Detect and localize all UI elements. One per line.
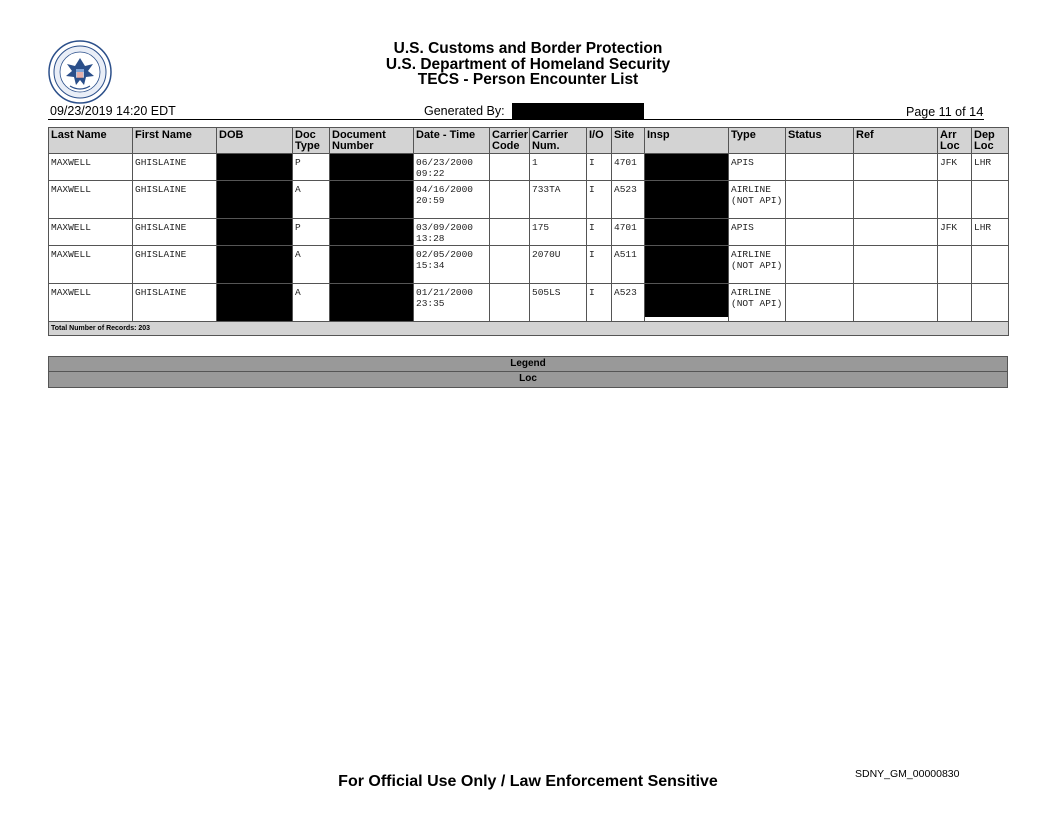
column-header: Insp: [645, 128, 729, 154]
report-datetime: 09/23/2019 14:20 EDT: [50, 104, 176, 118]
status-cell: [786, 284, 854, 322]
type-cell: AIRLINE (NOT API): [729, 246, 786, 284]
first-name-cell: GHISLAINE: [133, 181, 217, 219]
carrier-code-cell: [490, 154, 530, 181]
first-name-cell: GHISLAINE: [133, 219, 217, 246]
io-cell: I: [587, 181, 612, 219]
column-header: I/O: [587, 128, 612, 154]
status-cell: [786, 154, 854, 181]
doc-type-cell: P: [293, 154, 330, 181]
document-number-redaction: [330, 246, 414, 284]
io-cell: I: [587, 154, 612, 181]
ref-cell: [854, 219, 938, 246]
document-number-redaction: [330, 284, 414, 322]
page-indicator: [906, 104, 984, 120]
table-row: [49, 284, 1009, 322]
carrier-num-cell: 1: [530, 154, 587, 181]
column-header: First Name: [133, 128, 217, 154]
arr-loc-cell: [938, 181, 972, 219]
last-name-cell: MAXWELL: [49, 246, 133, 284]
ref-cell: [854, 246, 938, 284]
insp-redaction: [645, 219, 729, 246]
dob-redaction: [217, 246, 293, 284]
dep-loc-cell: LHR: [972, 154, 1009, 181]
arr-loc-cell: JFK: [938, 154, 972, 181]
first-name-cell: GHISLAINE: [133, 284, 217, 322]
carrier-num-cell: 2070U: [530, 246, 587, 284]
column-header: Dep Loc: [972, 128, 1009, 154]
total-records-label: Total Number of Records: 203: [49, 322, 1009, 336]
arr-loc-cell: JFK: [938, 219, 972, 246]
table-row: [49, 246, 1009, 284]
dep-loc-cell: LHR: [972, 219, 1009, 246]
insp-redaction: [645, 284, 729, 322]
date-time-cell: 04/16/2000 20:59: [414, 181, 490, 219]
legend-item-loc: Loc: [49, 372, 1007, 387]
insp-redaction: [645, 154, 729, 181]
date-time-cell: 03/09/2000 13:28: [414, 219, 490, 246]
last-name-cell: MAXWELL: [49, 284, 133, 322]
insp-redaction: [645, 246, 729, 284]
column-header: Document Number: [330, 128, 414, 154]
io-cell: I: [587, 284, 612, 322]
arr-loc-cell: [938, 284, 972, 322]
arr-loc-cell: [938, 246, 972, 284]
column-header: Ref: [854, 128, 938, 154]
dob-redaction: [217, 219, 293, 246]
carrier-code-cell: [490, 246, 530, 284]
department-title: U.S. Department of Homeland Security: [385, 55, 671, 73]
type-cell: AIRLINE (NOT API): [729, 284, 786, 322]
carrier-code-cell: [490, 181, 530, 219]
site-cell: A523: [612, 181, 645, 219]
encounter-table: [48, 127, 1009, 336]
ref-cell: [854, 154, 938, 181]
carrier-code-cell: [490, 284, 530, 322]
table-row: [49, 181, 1009, 219]
report-title: TECS - Person Encounter List: [417, 71, 639, 88]
date-time-cell: 06/23/2000 09:22: [414, 154, 490, 181]
total-records-row: [49, 322, 1009, 336]
type-cell: APIS: [729, 219, 786, 246]
dob-redaction: [217, 181, 293, 219]
column-header: Type: [729, 128, 786, 154]
column-header: Date - Time: [414, 128, 490, 154]
dob-redaction: [217, 154, 293, 181]
status-cell: [786, 246, 854, 284]
generated-by-redaction: [512, 103, 644, 119]
dep-loc-cell: [972, 246, 1009, 284]
column-header: Doc Type: [293, 128, 330, 154]
header-rule: [48, 119, 984, 120]
column-header: Status: [786, 128, 854, 154]
dep-loc-cell: [972, 284, 1009, 322]
doc-type-cell: A: [293, 181, 330, 219]
table-header-row: [49, 128, 1009, 154]
ref-cell: [854, 181, 938, 219]
document-number-redaction: [330, 181, 414, 219]
carrier-num-cell: 175: [530, 219, 587, 246]
dep-loc-cell: [972, 181, 1009, 219]
site-cell: A511: [612, 246, 645, 284]
agency-title: U.S. Customs and Border Protection: [393, 40, 663, 57]
column-header: Last Name: [49, 128, 133, 154]
io-cell: I: [587, 219, 612, 246]
document-number-redaction: [330, 219, 414, 246]
doc-type-cell: P: [293, 219, 330, 246]
table-row: [49, 154, 1009, 181]
legend-title: Legend: [49, 357, 1007, 372]
bates-number: SDNY_GM_00000830: [855, 768, 960, 780]
page-label: Page 11 of: [906, 105, 966, 119]
carrier-code-cell: [490, 219, 530, 246]
column-header: Carrier Code: [490, 128, 530, 154]
site-cell: A523: [612, 284, 645, 322]
generated-by-label: Generated By:: [424, 104, 505, 118]
doc-type-cell: A: [293, 284, 330, 322]
status-cell: [786, 219, 854, 246]
insp-redaction: [645, 181, 729, 219]
io-cell: I: [587, 246, 612, 284]
page-total: 14: [969, 104, 984, 119]
document-number-redaction: [330, 154, 414, 181]
last-name-cell: MAXWELL: [49, 219, 133, 246]
ref-cell: [854, 284, 938, 322]
report-title-block: [0, 41, 1056, 88]
type-cell: AIRLINE (NOT API): [729, 181, 786, 219]
carrier-num-cell: 505LS: [530, 284, 587, 322]
last-name-cell: MAXWELL: [49, 154, 133, 181]
column-header: Site: [612, 128, 645, 154]
type-cell: APIS: [729, 154, 786, 181]
table-row: [49, 219, 1009, 246]
classification-notice: For Official Use Only / Law Enforcement Sensitive: [338, 773, 718, 790]
status-cell: [786, 181, 854, 219]
site-cell: 4701: [612, 154, 645, 181]
first-name-cell: GHISLAINE: [133, 154, 217, 181]
legend-box: [48, 356, 1008, 388]
date-time-cell: 02/05/2000 15:34: [414, 246, 490, 284]
column-header: DOB: [217, 128, 293, 154]
site-cell: 4701: [612, 219, 645, 246]
doc-type-cell: A: [293, 246, 330, 284]
dob-redaction: [217, 284, 293, 322]
date-time-cell: 01/21/2000 23:35: [414, 284, 490, 322]
column-header: Carrier Num.: [530, 128, 587, 154]
carrier-num-cell: 733TA: [530, 181, 587, 219]
last-name-cell: MAXWELL: [49, 181, 133, 219]
column-header: Arr Loc: [938, 128, 972, 154]
first-name-cell: GHISLAINE: [133, 246, 217, 284]
